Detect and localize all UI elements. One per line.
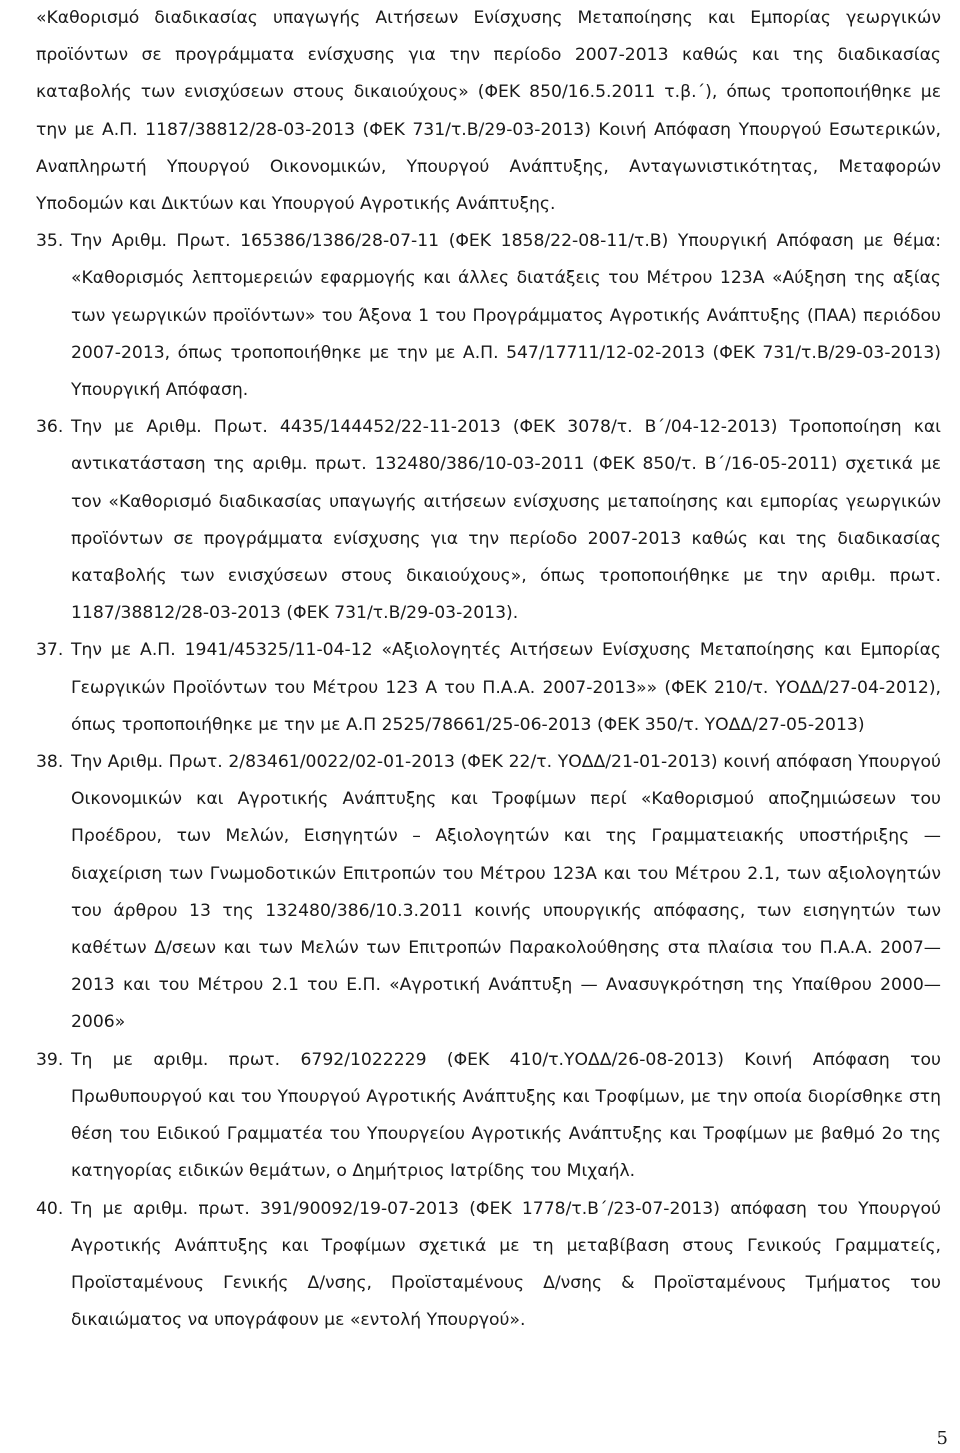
- item-text: Την με Α.Π. 1941/45325/11-04-12 «Αξιολογητές Αιτήσεων Ενίσχυσης Μεταποίησης και Εμπορίας Γεωργικών Προϊόντων του Μέτρου 123 Α του Π.Α.Α. 2007-2013»» (ΦΕΚ 210/τ. ΥΟΔΔ/27-04-2012), όπως τροποποιήθηκε με την με Α.Π 2525/78661/25-06-2013 (ΦΕΚ 350/τ. ΥΟΔΔ/27-05-2013): [71, 640, 941, 735]
- item-text: Την Αριθμ. Πρωτ. 165386/1386/28-07-11 (ΦΕΚ 1858/22-08-11/τ.Β) Υπουργική Απόφαση με θέμα: «Καθορισμός λεπτομερειών εφαρμογής και άλλες διατάξεις του Μέτρου 123Α «Αύξηση της αξίας των γεωργικών προϊόντων» του Άξονα 1 του Προγράμματος Αγροτικής Ανάπτυξης (ΠΑΑ) περιόδου 2007-2013, όπως τροποποιήθηκε με την με Α.Π. 547/17711/12-02-2013 (ΦΕΚ 731/τ.Β/29-03-2013) Υπουργική Απόφαση.: [71, 231, 941, 401]
- item-text: Την Αριθμ. Πρωτ. 2/83461/0022/02-01-2013 (ΦΕΚ 22/τ. ΥΟΔΔ/21-01-2013) κοινή απόφαση Υπουργού Οικονομικών και Αγροτικής Ανάπτυξης και Τροφίμων περί «Καθορισμού αποζημιώσεων του Προέδρου, των Μελών, Εισηγητών – Αξιολογητών και της Γραμματειακής υποστήριξης — διαχείριση των Γνωμοδοτικών Επιτροπών του Μέτρου 123Α και του Μέτρου 2.1, των αξιολογητών του άρθρου 13 της 132480/386/10.3.2011 κοινής υπουργικής απόφασης, των εισηγητών των καθέτων Δ/σεων και των Μελών των Επιτροπών Παρακολούθησης στα πλαίσια του Π.Α.Α. 2007—2013 και του Μέτρου 2.1 του Ε.Π. «Αγροτική Ανάπτυξη — Ανασυγκρότηση της Υπαίθρου 2000—2006»: [71, 752, 941, 1033]
- item-number: 40.: [36, 1198, 64, 1219]
- list-item-35: [36, 223, 941, 409]
- list-item-36: [36, 409, 941, 632]
- item-number: 35.: [36, 231, 64, 252]
- item-text: Τη με αριθμ. πρωτ. 6792/1022229 (ΦΕΚ 410/τ.ΥΟΔΔ/26-08-2013) Κοινή Απόφαση του Πρωθυπουργού και του Υπουργού Αγροτικής Ανάπτυξης και Τροφίμων, με την οποία διορίσθηκε στη θέση του Ειδικού Γραμματέα του Υπουργείου Αγροτικής Ανάπτυξης και Τροφίμων με βαθμό 2ο της κατηγορίας ειδικών θεμάτων, ο Δημήτριος Ιατρίδης του Μιχαήλ.: [71, 1049, 941, 1182]
- document-page: [36, 0, 941, 1339]
- intro-paragraph: «Καθορισμό διαδικασίας υπαγωγής Αιτήσεων Ενίσχυσης Μεταποίησης και Εμπορίας γεωργικών προϊόντων σε προγράμματα ενίσχυσης για την περίοδο 2007-2013 καθώς και της διαδικασίας καταβολής των ενισχύσεων στους δικαιούχους» (ΦΕΚ 850/16.5.2011 τ.β.΄), όπως τροποποιήθηκε με την με Α.Π. 1187/38812/28-03-2013 (ΦΕΚ 731/τ.Β/29-03-2013) Κοινή Απόφαση Υπουργού Εσωτερικών, Αναπληρωτή Υπουργού Οικονομικών, Υπουργού Ανάπτυξης, Ανταγωνιστικότητας, Μεταφορών Υποδομών και Δικτύων και Υπουργού Αγροτικής Ανάπτυξης.: [36, 8, 941, 215]
- list-item-40: [36, 1191, 941, 1340]
- item-text: Τη με αριθμ. πρωτ. 391/90092/19-07-2013 (ΦΕΚ 1778/τ.Β΄/23-07-2013) απόφαση του Υπουργού Αγροτικής Ανάπτυξης και Τροφίμων σχετικά με τη μεταβίβαση στους Γενικούς Γραμματείς, Προϊσταμένους Γενικής Δ/νσης, Προϊσταμένους Δ/νσης & Προϊσταμένους Τμήματος του δικαιώματος να υπογράφουν με «εντολή Υπουργού».: [71, 1198, 941, 1331]
- item-number: 37.: [36, 640, 64, 661]
- item-number: 36.: [36, 417, 64, 438]
- item-text: Την με Αριθμ. Πρωτ. 4435/144452/22-11-2013 (ΦΕΚ 3078/τ. Β΄/04-12-2013) Τροποποίηση και αντικατάσταση της αριθμ. πρωτ. 132480/386/10-03-2011 (ΦΕΚ 850/τ. Β΄/16-05-2011) σχετικά με τον «Καθορισμό διαδικασίας υπαγωγής αιτήσεων ενίσχυσης μεταποίησης και εμπορίας γεωργικών προϊόντων σε προγράμματα ενίσχυσης για την περίοδο 2007-2013 καθώς και της διαδικασίας καταβολής των ενισχύσεων στους δικαιούχους», όπως τροποποιήθηκε με την αριθμ. πρωτ. 1187/38812/28-03-2013 (ΦΕΚ 731/τ.Β/29-03-2013).: [71, 417, 941, 624]
- list-item-38: [36, 744, 941, 1042]
- list-item-37: [36, 632, 941, 744]
- page-number: 5: [936, 1428, 948, 1449]
- item-number: 39.: [36, 1049, 64, 1070]
- list-item-39: [36, 1042, 941, 1191]
- item-number: 38.: [36, 752, 64, 773]
